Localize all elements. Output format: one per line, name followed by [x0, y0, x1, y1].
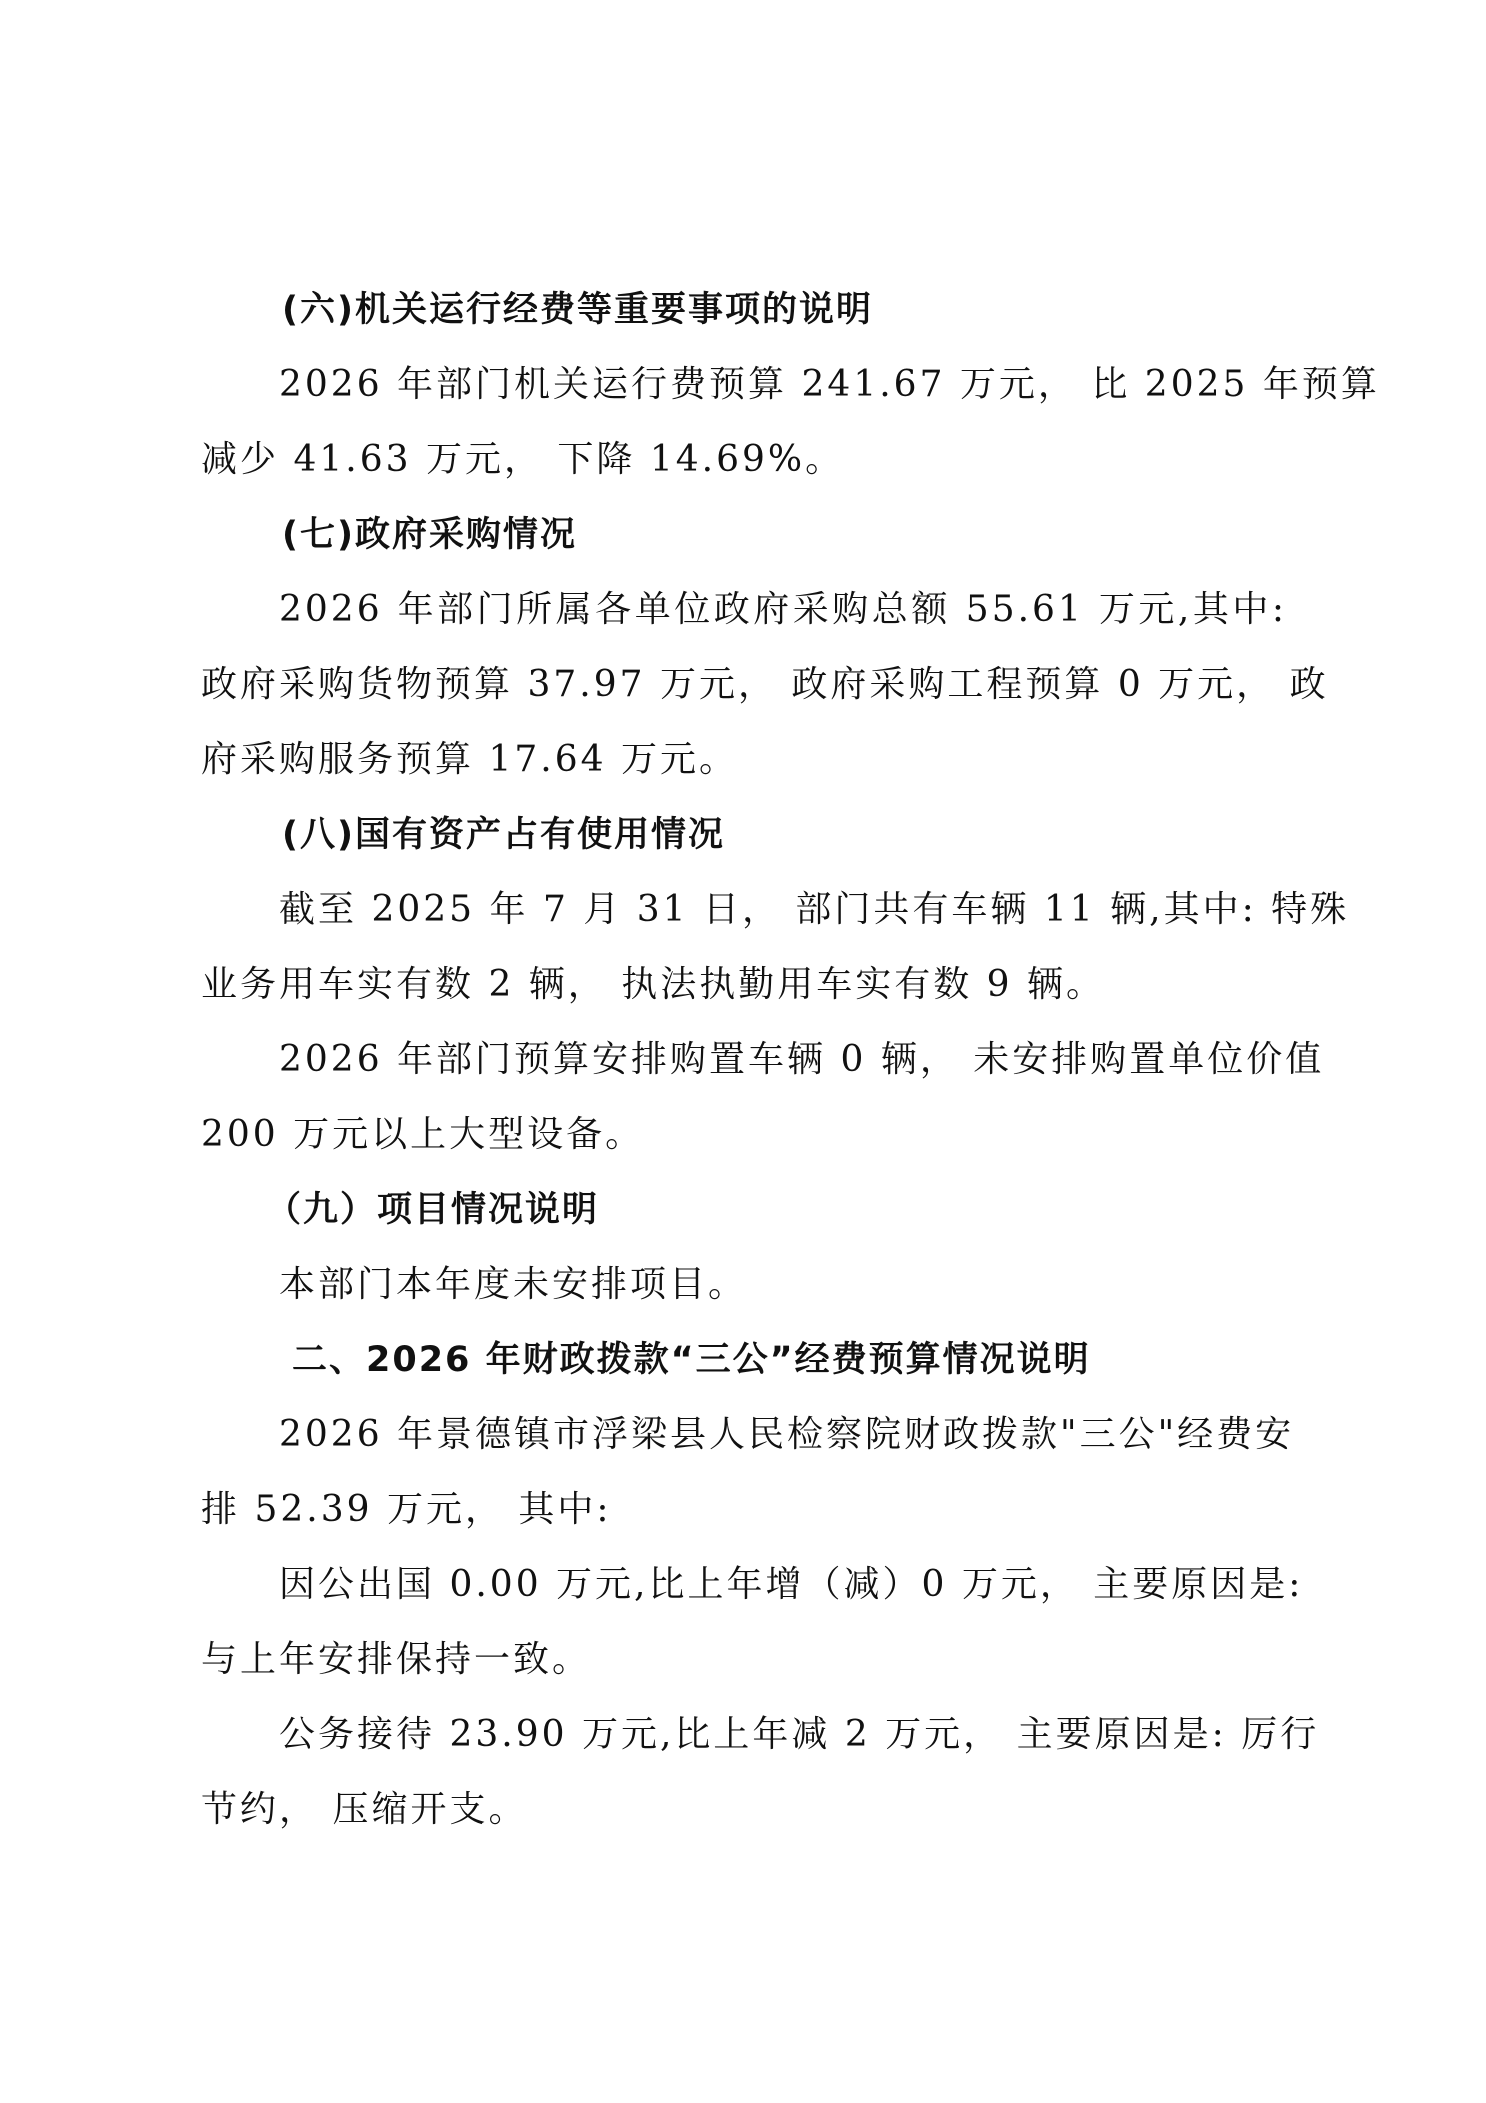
paragraph-line: 公务接待 23.90 万元,比上年减 2 万元， 主要原因是: 厉行 — [279, 1714, 1320, 1755]
section-heading-2: 二、2026 年财政拨款“三公”经费预算情况说明 — [292, 1340, 1091, 1380]
paragraph-line: 2026 年景德镇市浮梁县人民检察院财政拨款"三公"经费安 — [279, 1414, 1295, 1455]
paragraph-line: 业务用车实有数 2 辆， 执法执勤用车实有数 9 辆。 — [201, 964, 1106, 1005]
section-heading-9: （九）项目情况说明 — [266, 1190, 600, 1230]
paragraph-line: 节约， 压缩开支。 — [201, 1789, 528, 1830]
paragraph-line: 2026 年部门所属各单位政府采购总额 55.61 万元,其中: — [279, 589, 1287, 630]
paragraph-line: 因公出国 0.00 万元,比上年增（减）0 万元， 主要原因是: — [279, 1564, 1304, 1605]
paragraph-line: 截至 2025 年 7 月 31 日， 部门共有车辆 11 辆,其中: 特殊 — [279, 889, 1350, 930]
paragraph-line: 200 万元以上大型设备。 — [201, 1114, 645, 1155]
section-heading-7: (七)政府采购情况 — [282, 515, 577, 555]
paragraph-line: 2026 年部门预算安排购置车辆 0 辆， 未安排购置单位价值 — [279, 1039, 1325, 1080]
paragraph-line: 本部门本年度未安排项目。 — [279, 1264, 748, 1305]
paragraph-line: 2026 年部门机关运行费预算 241.67 万元， 比 2025 年预算 — [279, 364, 1380, 405]
paragraph-line: 减少 41.63 万元， 下降 14.69%。 — [201, 439, 845, 480]
paragraph-line: 排 52.39 万元， 其中: — [201, 1489, 612, 1530]
paragraph-line: 府采购服务预算 17.64 万元。 — [201, 739, 738, 780]
section-heading-6: (六)机关运行经费等重要事项的说明 — [282, 290, 873, 330]
paragraph-line: 政府采购货物预算 37.97 万元， 政府采购工程预算 0 万元， 政 — [201, 664, 1329, 705]
section-heading-8: (八)国有资产占有使用情况 — [282, 815, 725, 855]
paragraph-line: 与上年安排保持一致。 — [201, 1639, 592, 1680]
